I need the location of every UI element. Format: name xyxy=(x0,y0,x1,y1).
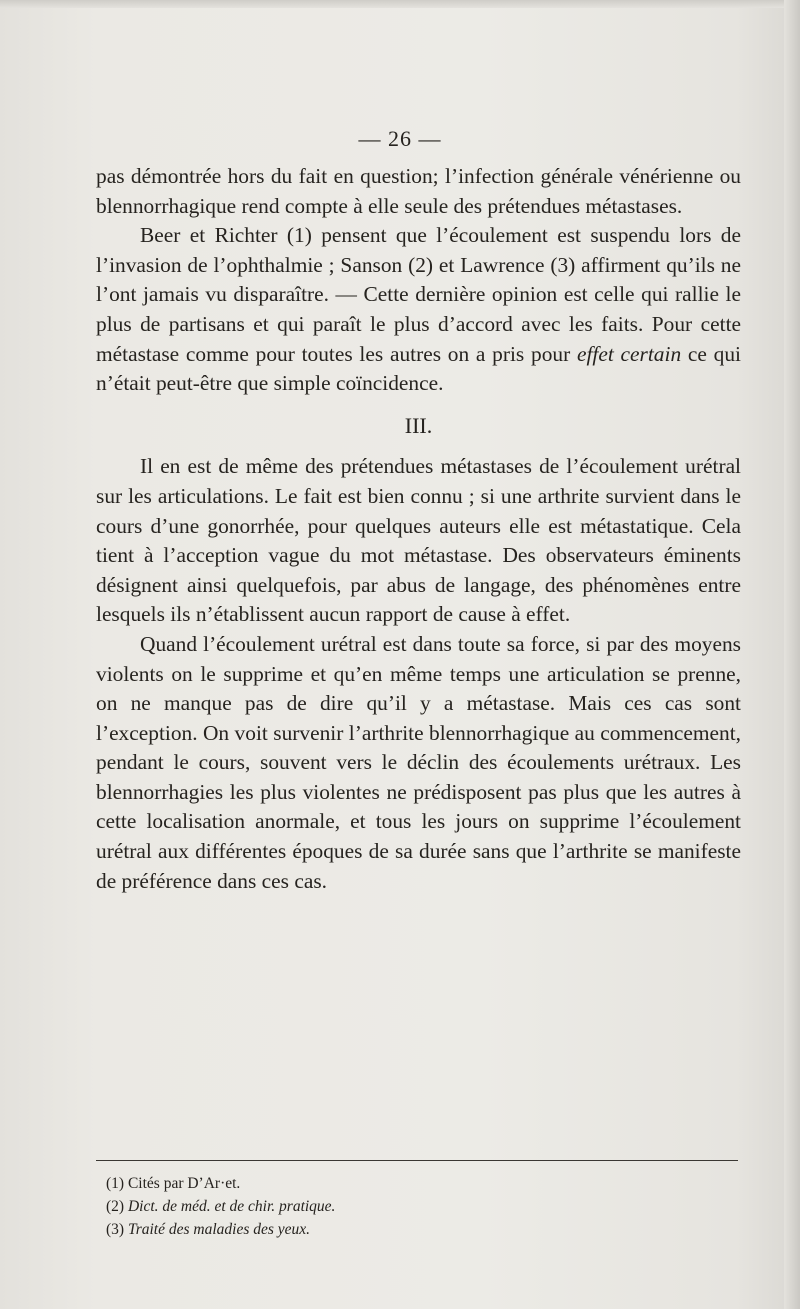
paragraph-2-text-start: Beer et Richter (1) pensent que l’écoulement est suspendu lors de l’invasion de l’ophthalmie ; Sanson (2) et Lawrence (3) affirment qu’ils ne l’ont jamais vu disparaître. — Cette dernière opinion est celle qui rallie le plus de partisans et qui paraît le plus d’accord avec les faits. Pour cette métastase comme pour toutes les autres on a pris pour xyxy=(96,223,741,366)
paragraph-2 xyxy=(96,221,741,399)
paragraph-2-italic: effet certain xyxy=(576,341,682,366)
footnote-3 xyxy=(106,1218,726,1241)
paragraph-2-text-end: ce qui n’était peut-être que simple coïncidence. xyxy=(96,341,741,396)
footnote-1-text: Cités par D’Ar·et. xyxy=(127,1175,241,1192)
footnote-2-number: (2) xyxy=(106,1198,125,1215)
paragraph-4: Quand l’écoulement urétral est dans toute sa force, si par des moyens violents on le supprime et qu’en même temps une articulation se prenne, on ne manque pas de dire qu’il y a métastase. Mais ces cas sont l’exception. On voit survenir l’arthrite blennorrhagique au commencement, pendant le cours, souvent vers le déclin des écoulements urétraux. Les blennorrhagies les plus violentes ne prédisposent pas plus que les autres à cette localisation anormale, et tous les jours on supprime l’écoulement urétral aux différentes époques de sa durée sans que l’arthrite se manifeste de préférence dans ces cas. xyxy=(96,631,741,893)
footnote-divider xyxy=(96,1160,738,1161)
footnote-2 xyxy=(106,1195,726,1218)
page-right-edge xyxy=(784,0,800,1309)
page-top-edge xyxy=(0,0,800,8)
footnote-1-number: (1) xyxy=(106,1175,125,1192)
footnote-2-text: Dict. de méd. et de chir. pratique. xyxy=(127,1198,336,1215)
section-heading: III. xyxy=(404,412,433,438)
paragraph-1: pas démontrée hors du fait en question; l’infection générale vénérienne ou blennorrhagique rend compte à elle seule des prétendues métastases. xyxy=(96,164,741,218)
footnote-3-text: Traité des maladies des yeux. xyxy=(127,1221,311,1238)
body-text xyxy=(96,162,741,896)
footnotes xyxy=(106,1172,726,1241)
footnote-1 xyxy=(106,1172,726,1195)
paragraph-3: Il en est de même des prétendues métastases de l’écoulement urétral sur les articulations. Le fait est bien connu ; si une arthrite survient dans le cours d’une gonorrhée, pour quelques auteurs elle est métastatique. Cela tient à l’acception vague du mot métastase. Des observateurs éminents désignent ainsi quelquefois, par abus de langage, des phénomènes entre lesquels ils n’établissent aucun rapport de cause à effet. xyxy=(96,454,741,627)
footnote-3-number: (3) xyxy=(106,1221,125,1238)
page-number: — 26 — xyxy=(358,126,442,151)
